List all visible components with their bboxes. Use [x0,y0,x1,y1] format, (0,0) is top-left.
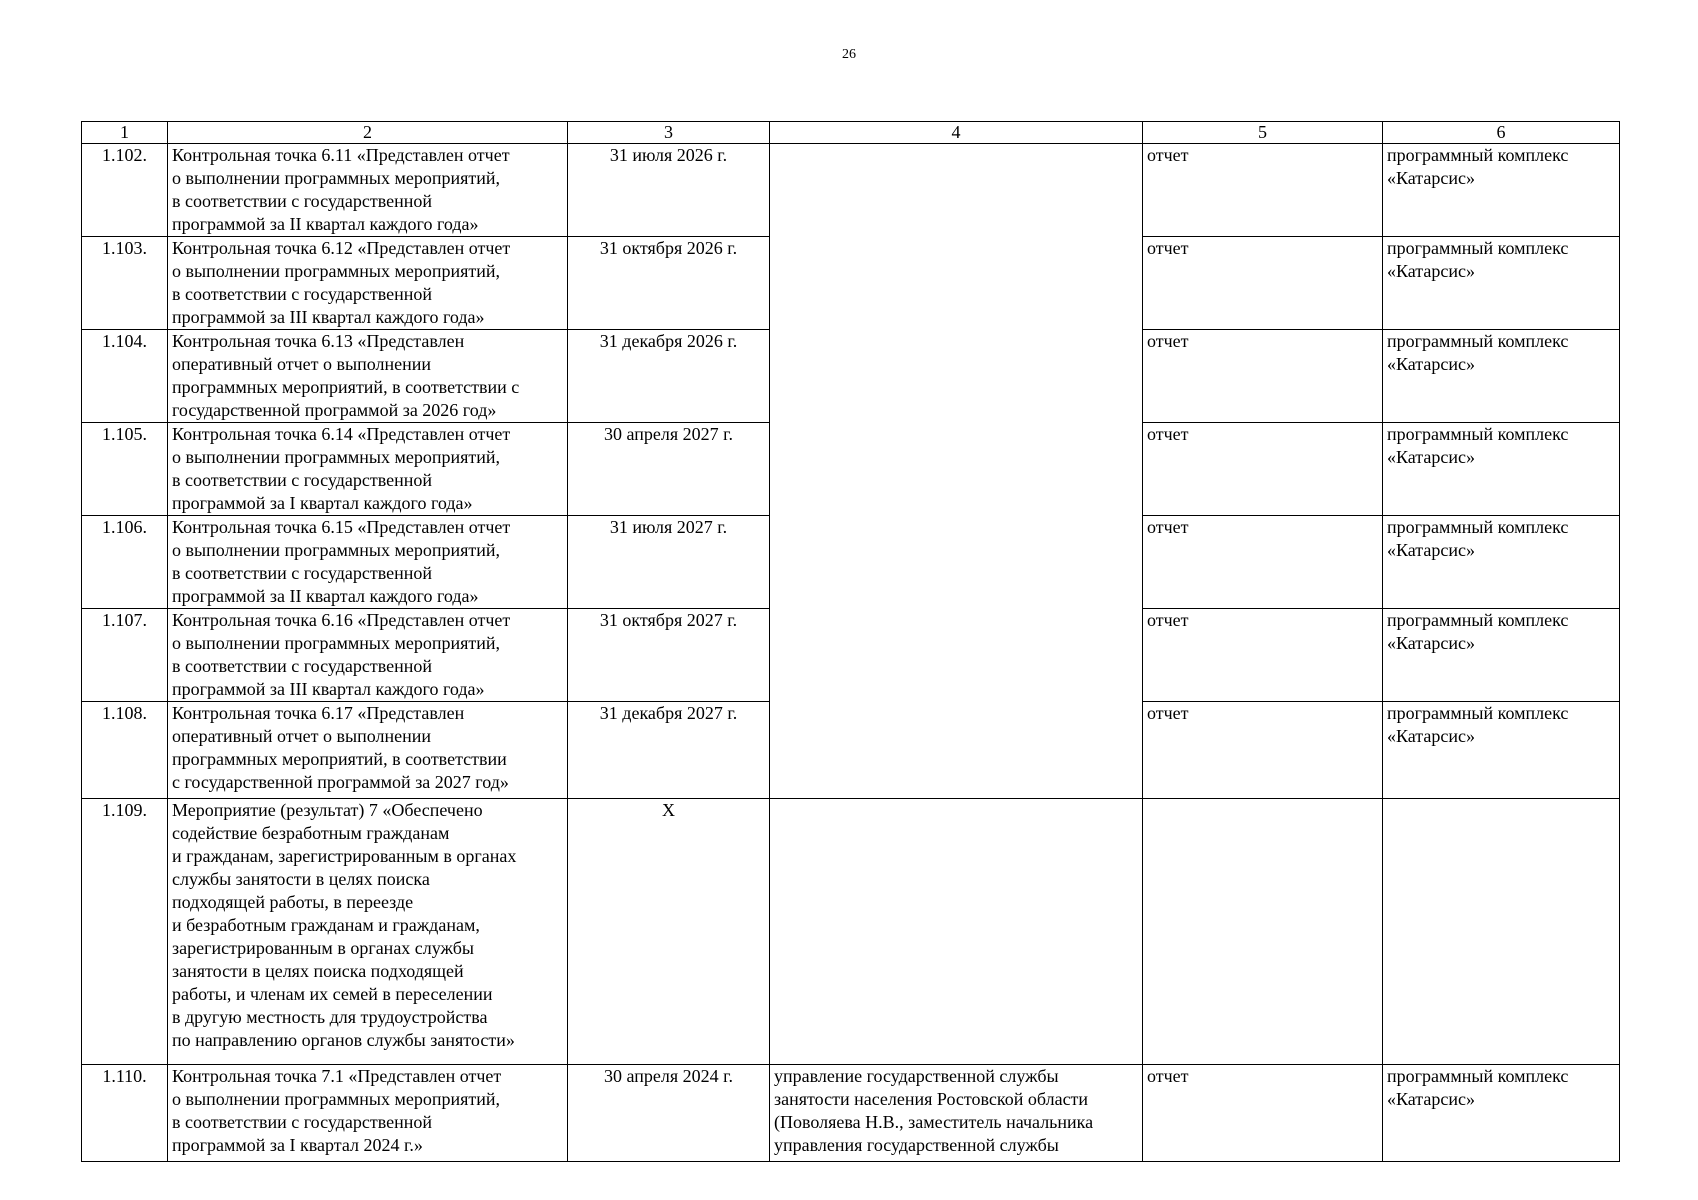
row-number: 1.104. [82,330,168,423]
description-line: содействие безработным гражданам [172,823,450,843]
row-date: 31 декабря 2027 г. [568,702,770,799]
header-row [82,122,1620,144]
system-line: «Катарсис» [1387,1089,1475,1109]
row-date: 31 июля 2027 г. [568,516,770,609]
row-system [1383,237,1620,330]
table-row [82,799,1620,1065]
description-line: и гражданам, зарегистрированным в органах [172,846,517,866]
row-document: отчет [1143,609,1383,702]
description-line: по направлению органов службы занятости» [172,1030,515,1050]
table-row [82,144,1620,237]
row-document [1143,799,1383,1065]
responsible-line: управления государственной службы [774,1135,1059,1155]
row-date: 31 октября 2027 г. [568,609,770,702]
system-line: программный комплекс [1387,331,1569,351]
description-line: Контрольная точка 6.13 «Представлен [172,331,465,351]
row-document: отчет [1143,423,1383,516]
row-date: X [568,799,770,1065]
description-line: о выполнении программных мероприятий, [172,261,501,281]
description-line: оперативный отчет о выполнении [172,726,432,746]
description-line: с государственной программой за 2027 год» [172,772,509,792]
row-system [1383,144,1620,237]
description-line: о выполнении программных мероприятий, [172,168,501,188]
responsible-line: управление государственной службы [774,1066,1059,1086]
row-document: отчет [1143,516,1383,609]
description-line: работы, и членам их семей в переселении [172,984,493,1004]
description-line: в соответствии с государственной [172,470,432,490]
measures-table [81,121,1620,1162]
row-responsible [770,144,1143,799]
description-line: в соответствии с государственной [172,563,432,583]
row-date: 30 апреля 2027 г. [568,423,770,516]
row-document: отчет [1143,1065,1383,1162]
system-line: «Катарсис» [1387,540,1475,560]
row-document: отчет [1143,330,1383,423]
row-date: 31 октября 2026 г. [568,237,770,330]
row-number: 1.102. [82,144,168,237]
system-line: программный комплекс [1387,424,1569,444]
system-line: программный комплекс [1387,610,1569,630]
row-description [168,702,568,799]
row-number: 1.106. [82,516,168,609]
table-body [82,144,1620,1162]
header-col-5: 5 [1143,122,1383,144]
description-line: Контрольная точка 6.12 «Представлен отчет [172,238,511,258]
description-line: подходящей работы, в переезде [172,892,414,912]
description-line: зарегистрированным в органах службы [172,938,474,958]
header-col-2: 2 [168,122,568,144]
row-number: 1.103. [82,237,168,330]
row-description [168,144,568,237]
description-line: программой за II квартал каждого года» [172,586,479,606]
row-description [168,423,568,516]
description-line: программой за I квартал 2024 г.» [172,1135,423,1155]
row-number: 1.109. [82,799,168,1065]
description-line: Контрольная точка 6.11 «Представлен отчет [172,145,510,165]
row-responsible [770,799,1143,1065]
description-line: о выполнении программных мероприятий, [172,540,501,560]
description-line: оперативный отчет о выполнении [172,354,432,374]
row-number: 1.107. [82,609,168,702]
description-line: программой за II квартал каждого года» [172,214,479,234]
row-system [1383,330,1620,423]
row-number: 1.110. [82,1065,168,1162]
system-line: «Катарсис» [1387,354,1475,374]
description-line: службы занятости в целях поиска [172,869,430,889]
responsible-line: (Поволяева Н.В., заместитель начальника [774,1112,1094,1132]
description-line: Мероприятие (результат) 7 «Обеспечено [172,800,483,820]
row-system [1383,702,1620,799]
description-line: о выполнении программных мероприятий, [172,447,501,467]
row-document: отчет [1143,144,1383,237]
description-line: занятости в целях поиска подходящей [172,961,464,981]
description-line: программных мероприятий, в соответствии с [172,377,520,397]
row-number: 1.108. [82,702,168,799]
system-line: «Катарсис» [1387,447,1475,467]
table-row [82,1065,1620,1162]
row-description [168,799,568,1065]
row-number: 1.105. [82,423,168,516]
description-line: о выполнении программных мероприятий, [172,633,501,653]
description-line: в другую местность для трудоустройства [172,1007,488,1027]
system-line: «Катарсис» [1387,726,1475,746]
description-line: Контрольная точка 6.17 «Представлен [172,703,465,723]
description-line: в соответствии с государственной [172,1112,432,1132]
row-description [168,1065,568,1162]
system-line: программный комплекс [1387,517,1569,537]
description-line: в соответствии с государственной [172,284,432,304]
description-line: о выполнении программных мероприятий, [172,1089,501,1109]
system-line: программный комплекс [1387,1066,1569,1086]
header-col-6: 6 [1383,122,1620,144]
row-date: 31 декабря 2026 г. [568,330,770,423]
description-line: программой за III квартал каждого года» [172,679,485,699]
description-line: Контрольная точка 6.15 «Представлен отчет [172,517,511,537]
system-line: «Катарсис» [1387,633,1475,653]
system-line: программный комплекс [1387,703,1569,723]
row-system [1383,1065,1620,1162]
row-system [1383,799,1620,1065]
header-col-4: 4 [770,122,1143,144]
row-description [168,237,568,330]
header-col-3: 3 [568,122,770,144]
header-col-1: 1 [82,122,168,144]
system-line: программный комплекс [1387,145,1569,165]
description-line: Контрольная точка 6.14 «Представлен отчет [172,424,511,444]
row-date: 30 апреля 2024 г. [568,1065,770,1162]
description-line: программой за I квартал каждого года» [172,493,473,513]
description-line: Контрольная точка 7.1 «Представлен отчет [172,1066,502,1086]
system-line: «Катарсис» [1387,261,1475,281]
row-date: 31 июля 2026 г. [568,144,770,237]
description-line: в соответствии с государственной [172,656,432,676]
row-document: отчет [1143,237,1383,330]
description-line: Контрольная точка 6.16 «Представлен отчет [172,610,511,630]
description-line: программой за III квартал каждого года» [172,307,485,327]
page-number: 26 [842,47,856,62]
description-line: в соответствии с государственной [172,191,432,211]
row-description [168,330,568,423]
row-system [1383,516,1620,609]
row-responsible [770,1065,1143,1162]
system-line: программный комплекс [1387,238,1569,258]
system-line: «Катарсис» [1387,168,1475,188]
row-document: отчет [1143,702,1383,799]
row-description [168,609,568,702]
row-system [1383,609,1620,702]
row-description [168,516,568,609]
responsible-line: занятости населения Ростовской области [774,1089,1089,1109]
description-line: и безработным гражданам и гражданам, [172,915,480,935]
description-line: программных мероприятий, в соответствии [172,749,507,769]
description-line: государственной программой за 2026 год» [172,400,497,420]
row-system [1383,423,1620,516]
